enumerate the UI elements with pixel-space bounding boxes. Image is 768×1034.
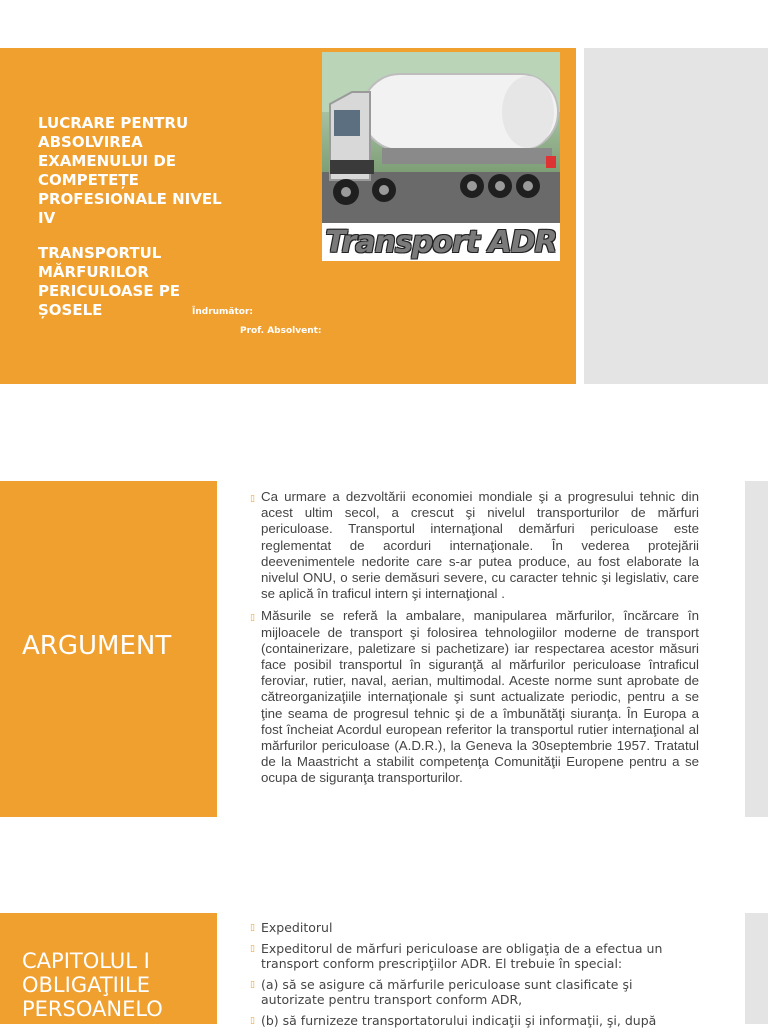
slide-title-line: IV [38,209,56,227]
title-slide-side-panel [584,48,768,384]
tanker-truck-drawing [322,52,560,227]
argument-slide-panel [0,481,217,817]
list-item-text: Ca urmare a dezvoltării economiei mondiale şi a progresului tehnic din acest ultim secol, a crescut şi nivelul transporturilor de mărfuri periculoase. Transportul internaţional demărfuri periculoase este reglementat de acorduri internaţionale. În vederea protejării deevenimentele nedorite care s-ar putea produce, au fost elaborate la nivelul ONU, o serie demăsuri severe, cu caracter tehnic şi legislativ, care se aplică în traficul intern şi internaţional . [261,489,699,602]
indrumator-label: Îndrumător: [192,307,254,317]
slide-title-line: ABSOLVIREA [38,133,143,151]
bullet-icon: ▯ [250,944,255,954]
list-item-text: Expeditorul [261,920,333,935]
slide-subtitle-line: MĂRFURILOR [38,263,149,281]
slide-title-line: COMPETEȚE [38,171,139,189]
slide-subtitle-line: TRANSPORTUL [38,244,162,262]
chapter-bullet-list [250,920,699,1034]
argument-title: ARGUMENT [22,631,172,661]
slide-title [38,114,238,228]
list-item [250,977,699,1007]
chapter-title-line: CAPITOLUL I [22,949,150,973]
list-item [250,941,699,971]
title-slide [0,48,576,384]
bullet-icon: ▯ [250,923,255,933]
chapter-title-line: OBLIGAŢIILE [22,973,151,997]
slide-subtitle-line: ȘOSELE [38,301,103,319]
image-caption-banner [322,223,560,261]
list-item [250,1013,699,1028]
slide-subtitle-line: PERICULOASE PE [38,282,181,300]
list-item-text: Expeditorul de mărfuri periculoase are obligaţia de a efectua un transport conform prescripţiilor ADR. El trebuie în special: [261,941,663,971]
list-item [250,608,699,786]
argument-bullet-list [250,489,699,793]
image-caption-text: Transport ADR [325,224,557,260]
chapter-slide-side-panel [745,913,768,1024]
prof-absolvent-label: Prof. Absolvent: [240,326,322,336]
argument-slide-side-panel [745,481,768,817]
slide-subtitle [38,244,208,320]
bullet-icon: ▯ [250,612,255,623]
list-item [250,489,699,602]
list-item-text: Măsurile se referă la ambalare, manipularea mărfurilor, încărcare în mijloacele de transport şi folosirea tehnologiilor moderne de transport (containerizare, paletizare si pachetizare) iar respectarea acestor măsuri face posibil transportul în siguranţă al mărfurilor periculoase întraficul feroviar, rutier, naval, aerian, multimodal. Aceste norme sunt aprobate de cătreorganizaţiile internaţionale şi sunt actualizate periodic, pentru a se ţine seama de progresul tehnic şi de a îmbunătăţi siuranţa. În Europa a fost încheiat Acordul european referitor la transportul rutier internaţional al mărfurilor periculoase (A.D.R.), la Geneva la 30septembrie 1957. Tratatul de la Maastricht a stabilit competenţa Comunităţii Europene pentru a se ocupa de siguranţa transporturilor. [261,608,699,786]
chapter-slide-panel [0,913,217,1024]
list-item-text: (a) să se asigure că mărfurile periculoase sunt clasificate şi autorizate pentru transport conform ADR, [261,977,633,1007]
chapter-title-line: PERSOANELO [22,997,163,1021]
bullet-icon: ▯ [250,1016,255,1026]
list-item-text: (b) să furnizeze transportatorului indicaţii şi informaţii, şi, după [261,1013,657,1028]
tanker-truck-image [322,52,560,261]
slide-title-line: EXAMENULUI DE [38,152,177,170]
slide-title-line: PROFESIONALE NIVEL [38,190,222,208]
bullet-icon: ▯ [250,493,255,503]
bullet-icon: ▯ [250,980,255,990]
slide-title-line: LUCRARE PENTRU [38,114,189,132]
list-item [250,920,699,935]
